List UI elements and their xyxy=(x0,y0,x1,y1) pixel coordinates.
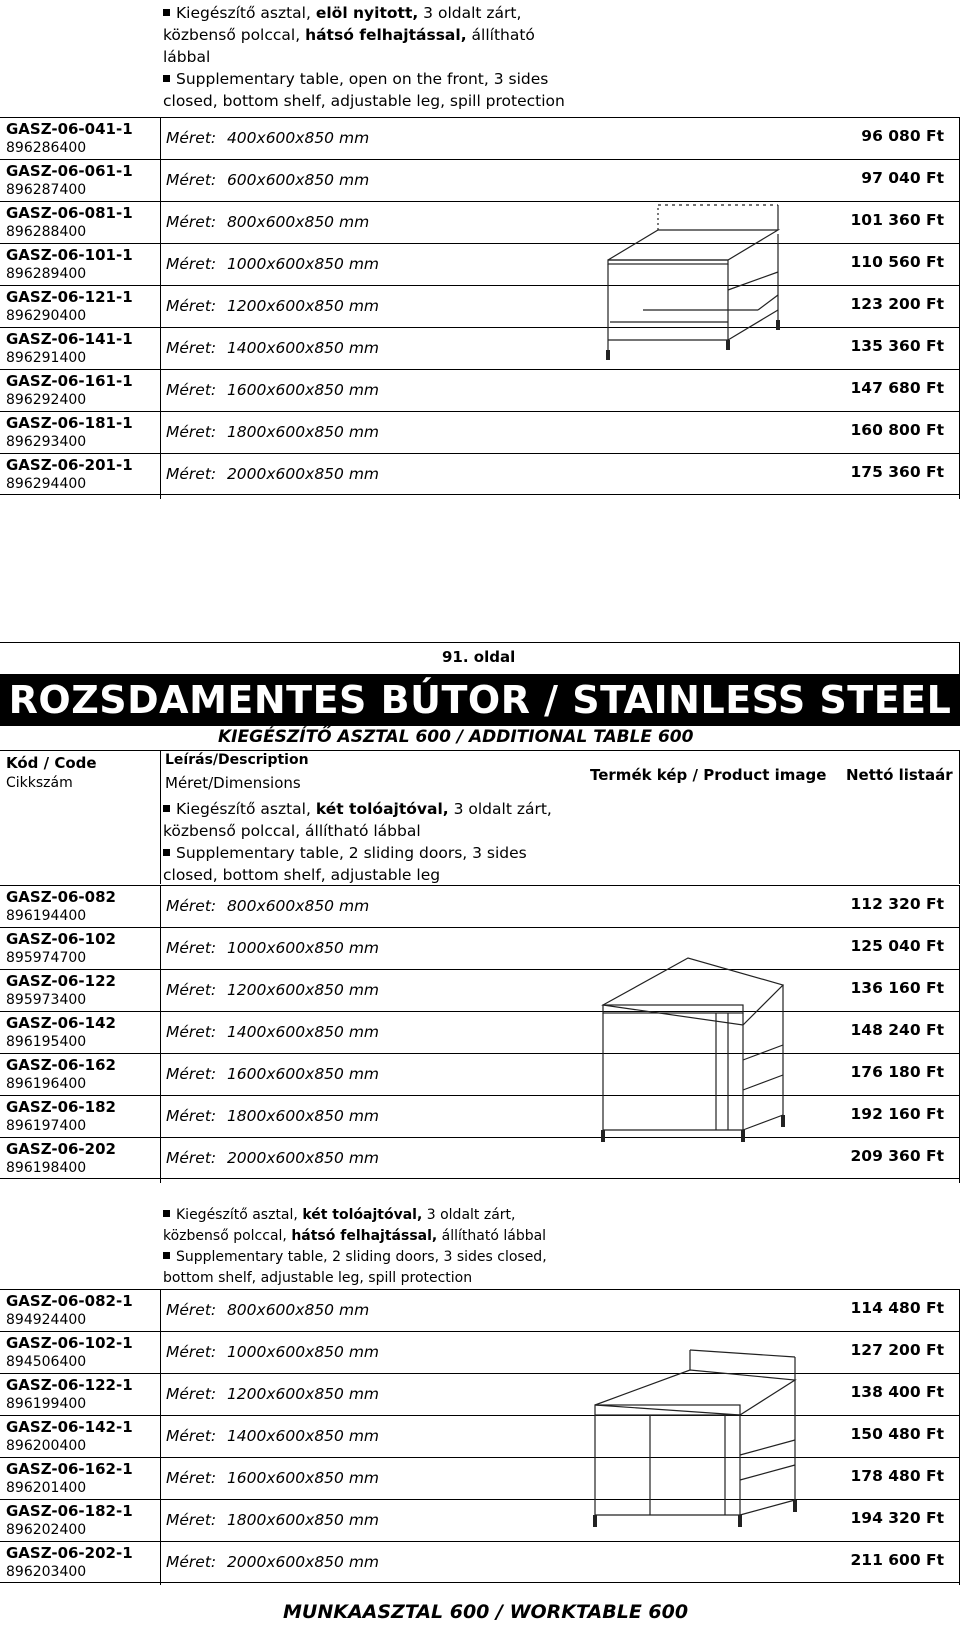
product-sku: 896194400 xyxy=(6,908,87,924)
product-code: GASZ-06-081-1 xyxy=(6,204,133,222)
product-code: GASZ-06-041-1 xyxy=(6,120,133,138)
product-code: GASZ-06-142 xyxy=(6,1014,116,1032)
product-code: GASZ-06-181-1 xyxy=(6,414,133,432)
product-code: GASZ-06-162-1 xyxy=(6,1460,133,1478)
section-subtitle: KIEGÉSZÍTŐ ASZTAL 600 / ADDITIONAL TABLE 600 xyxy=(218,727,694,747)
section2-table xyxy=(0,885,960,1183)
table-row xyxy=(0,369,960,411)
product-code: GASZ-06-082 xyxy=(6,888,116,906)
table-row xyxy=(0,117,960,159)
size-label: Méret: xyxy=(166,465,217,483)
product-size xyxy=(166,981,379,999)
product-code: GASZ-06-122 xyxy=(6,972,116,990)
table-row xyxy=(0,1373,960,1415)
table-row xyxy=(0,1011,960,1053)
size-value: 1400x600x850 mm xyxy=(226,1427,380,1445)
product-price: 150 480 Ft xyxy=(850,1425,944,1443)
bullet-icon xyxy=(163,1252,170,1259)
table-row xyxy=(0,285,960,327)
section3-description: Kiegészítő asztal, két tolóajtóval, 3 oldalt zárt, közbenső polccal, hátsó felhajtással, állítható lábbal Supplementary table, 2 sliding doors, 3 sides closed, bottom shelf, adjustable leg, spill protection xyxy=(163,1207,547,1286)
table-row xyxy=(0,243,960,285)
bullet-icon xyxy=(163,1210,170,1217)
bullet-icon xyxy=(163,805,170,812)
product-code: GASZ-06-182 xyxy=(6,1098,116,1116)
table-row xyxy=(0,1499,960,1541)
table-row xyxy=(0,1095,960,1137)
product-sku: 896202400 xyxy=(6,1522,87,1538)
product-sku: 896291400 xyxy=(6,350,87,366)
product-price: 123 200 Ft xyxy=(850,295,944,313)
product-price: 176 180 Ft xyxy=(850,1063,944,1081)
table-row xyxy=(0,1415,960,1457)
table-row xyxy=(0,1457,960,1499)
size-label: Méret: xyxy=(166,129,217,147)
size-label: Méret: xyxy=(166,1301,217,1319)
product-price: 209 360 Ft xyxy=(850,1147,944,1165)
size-label: Méret: xyxy=(166,981,217,999)
product-size xyxy=(166,1065,379,1083)
table-row xyxy=(0,885,960,927)
size-value: 800x600x850 mm xyxy=(226,1301,370,1319)
product-code: GASZ-06-061-1 xyxy=(6,162,133,180)
size-value: 2000x600x850 mm xyxy=(226,1553,380,1571)
product-size xyxy=(166,1107,379,1125)
product-sku: 896290400 xyxy=(6,308,87,324)
product-code: GASZ-06-202 xyxy=(6,1140,116,1158)
product-sku: 896292400 xyxy=(6,392,87,408)
size-label: Méret: xyxy=(166,297,217,315)
size-label: Méret: xyxy=(166,1107,217,1125)
product-price: 175 360 Ft xyxy=(850,463,944,481)
product-price: 160 800 Ft xyxy=(850,421,944,439)
section2-description: Kiegészítő asztal, két tolóajtóval, 3 oldalt zárt, közbenső polccal, állítható lábbal Supplementary table, 2 sliding doors, 3 sides closed, bottom shelf, adjustable leg xyxy=(163,800,552,884)
size-value: 1600x600x850 mm xyxy=(226,1469,380,1487)
product-sku: 894924400 xyxy=(6,1312,87,1328)
size-label: Méret: xyxy=(166,1469,217,1487)
product-price: 192 160 Ft xyxy=(850,1105,944,1123)
product-price: 96 080 Ft xyxy=(861,127,944,145)
product-sku: 896197400 xyxy=(6,1118,87,1134)
product-price: 110 560 Ft xyxy=(850,253,944,271)
size-label: Méret: xyxy=(166,1427,217,1445)
size-value: 1800x600x850 mm xyxy=(226,1511,380,1529)
product-size xyxy=(166,465,379,483)
product-price: 138 400 Ft xyxy=(850,1383,944,1401)
size-value: 600x600x850 mm xyxy=(226,171,370,189)
size-label: Méret: xyxy=(166,171,217,189)
product-price: 147 680 Ft xyxy=(850,379,944,397)
product-price: 135 360 Ft xyxy=(850,337,944,355)
size-value: 1800x600x850 mm xyxy=(226,423,380,441)
product-size xyxy=(166,939,379,957)
product-sku: 896288400 xyxy=(6,224,87,240)
open-table-image xyxy=(598,200,788,370)
size-label: Méret: xyxy=(166,1065,217,1083)
product-price: 125 040 Ft xyxy=(850,937,944,955)
bullet-icon xyxy=(163,9,170,16)
product-price: 114 480 Ft xyxy=(850,1299,944,1317)
bullet-icon xyxy=(163,75,170,82)
size-value: 1000x600x850 mm xyxy=(226,255,380,273)
size-label: Méret: xyxy=(166,381,217,399)
product-size xyxy=(166,1343,379,1361)
size-value: 2000x600x850 mm xyxy=(226,465,380,483)
size-value: 1800x600x850 mm xyxy=(226,1107,380,1125)
product-sku: 896195400 xyxy=(6,1034,87,1050)
header-dimensions: Méret/Dimensions xyxy=(165,774,301,792)
product-code: GASZ-06-122-1 xyxy=(6,1376,133,1394)
product-size xyxy=(166,1149,379,1167)
product-price: 97 040 Ft xyxy=(861,169,944,187)
product-size xyxy=(166,1023,379,1041)
product-size xyxy=(166,255,379,273)
product-size xyxy=(166,1469,379,1487)
section3-table xyxy=(0,1289,960,1585)
product-sku: 896287400 xyxy=(6,182,87,198)
product-price: 148 240 Ft xyxy=(850,1021,944,1039)
header-code: Kód / Code xyxy=(6,754,97,772)
product-size xyxy=(166,1553,379,1571)
product-price: 194 320 Ft xyxy=(850,1509,944,1527)
table-row xyxy=(0,1331,960,1373)
size-value: 1000x600x850 mm xyxy=(226,939,380,957)
product-sku: 896196400 xyxy=(6,1076,87,1092)
size-label: Méret: xyxy=(166,213,217,231)
product-size xyxy=(166,1385,379,1403)
product-code: GASZ-06-162 xyxy=(6,1056,116,1074)
product-sku: 896199400 xyxy=(6,1396,87,1412)
product-size xyxy=(166,1427,379,1445)
product-code: GASZ-06-101-1 xyxy=(6,246,133,264)
size-value: 1000x600x850 mm xyxy=(226,1343,380,1361)
product-sku: 895974700 xyxy=(6,950,87,966)
product-price: 211 600 Ft xyxy=(850,1551,944,1569)
product-sku: 895973400 xyxy=(6,992,87,1008)
product-code: GASZ-06-142-1 xyxy=(6,1418,133,1436)
product-code: GASZ-06-141-1 xyxy=(6,330,133,348)
footer-title: MUNKAASZTAL 600 / WORKTABLE 600 xyxy=(283,1601,689,1623)
table-row xyxy=(0,453,960,495)
product-sku: 894506400 xyxy=(6,1354,87,1370)
product-price: 136 160 Ft xyxy=(850,979,944,997)
size-value: 800x600x850 mm xyxy=(226,897,370,915)
size-value: 1200x600x850 mm xyxy=(226,297,380,315)
product-sku: 896293400 xyxy=(6,434,87,450)
product-sku: 896289400 xyxy=(6,266,87,282)
product-size xyxy=(166,1301,369,1319)
product-price: 127 200 Ft xyxy=(850,1341,944,1359)
product-code: GASZ-06-161-1 xyxy=(6,372,133,390)
section1-table xyxy=(0,117,960,499)
table-row xyxy=(0,201,960,243)
size-value: 1200x600x850 mm xyxy=(226,1385,380,1403)
product-code: GASZ-06-082-1 xyxy=(6,1292,133,1310)
product-size xyxy=(166,213,369,231)
product-price: 112 320 Ft xyxy=(850,895,944,913)
size-value: 2000x600x850 mm xyxy=(226,1149,380,1167)
product-price: 101 360 Ft xyxy=(850,211,944,229)
size-label: Méret: xyxy=(166,939,217,957)
header-sku: Cikkszám xyxy=(6,775,73,791)
page-number: 91. oldal xyxy=(442,648,516,666)
section1-description: Kiegészítő asztal, elöl nyitott, 3 oldalt zárt, közbenső polccal, hátsó felhajtással, állítható lábbal Supplementary table, open on the front, 3 sides closed, bottom shelf, adjustable leg, spill protection xyxy=(163,4,565,110)
product-size xyxy=(166,339,379,357)
size-label: Méret: xyxy=(166,423,217,441)
sliding-door-table-image xyxy=(598,950,798,1150)
product-size xyxy=(166,129,369,147)
size-value: 400x600x850 mm xyxy=(226,129,370,147)
size-label: Méret: xyxy=(166,1553,217,1571)
product-code: GASZ-06-102-1 xyxy=(6,1334,133,1352)
size-value: 1200x600x850 mm xyxy=(226,981,380,999)
product-code: GASZ-06-202-1 xyxy=(6,1544,133,1562)
product-code: GASZ-06-121-1 xyxy=(6,288,133,306)
product-code: GASZ-06-182-1 xyxy=(6,1502,133,1520)
table-row xyxy=(0,969,960,1011)
size-label: Méret: xyxy=(166,1343,217,1361)
size-value: 1600x600x850 mm xyxy=(226,381,380,399)
table-row xyxy=(0,1137,960,1179)
table-row xyxy=(0,927,960,969)
table-row xyxy=(0,159,960,201)
table-row xyxy=(0,1541,960,1583)
table-row xyxy=(0,327,960,369)
size-value: 1400x600x850 mm xyxy=(226,339,380,357)
size-value: 800x600x850 mm xyxy=(226,213,370,231)
product-sku: 896198400 xyxy=(6,1160,87,1176)
size-label: Méret: xyxy=(166,339,217,357)
header-price: Nettó listaár xyxy=(846,766,953,784)
size-value: 1400x600x850 mm xyxy=(226,1023,380,1041)
header-image: Termék kép / Product image xyxy=(590,766,827,784)
product-size xyxy=(166,381,379,399)
product-sku: 896201400 xyxy=(6,1480,87,1496)
product-size xyxy=(166,1511,379,1529)
size-label: Méret: xyxy=(166,1149,217,1167)
product-code: GASZ-06-201-1 xyxy=(6,456,133,474)
table-row xyxy=(0,1053,960,1095)
product-size xyxy=(166,423,379,441)
size-label: Méret: xyxy=(166,255,217,273)
product-size xyxy=(166,297,379,315)
product-price: 178 480 Ft xyxy=(850,1467,944,1485)
product-size xyxy=(166,171,369,189)
banner-title: ROZSDAMENTES BÚTOR / STAINLESS STEEL xyxy=(0,674,960,726)
bullet-icon xyxy=(163,849,170,856)
size-label: Méret: xyxy=(166,1385,217,1403)
product-sku: 896200400 xyxy=(6,1438,87,1454)
product-sku: 896203400 xyxy=(6,1564,87,1580)
header-description: Leírás/Description xyxy=(165,752,309,768)
product-size xyxy=(166,897,369,915)
size-label: Méret: xyxy=(166,1023,217,1041)
product-sku: 896286400 xyxy=(6,140,87,156)
product-code: GASZ-06-102 xyxy=(6,930,116,948)
product-sku: 896294400 xyxy=(6,476,87,492)
size-value: 1600x600x850 mm xyxy=(226,1065,380,1083)
table-row xyxy=(0,411,960,453)
table-row xyxy=(0,1289,960,1331)
sliding-door-table-spill-image xyxy=(590,1345,810,1535)
size-label: Méret: xyxy=(166,1511,217,1529)
size-label: Méret: xyxy=(166,897,217,915)
